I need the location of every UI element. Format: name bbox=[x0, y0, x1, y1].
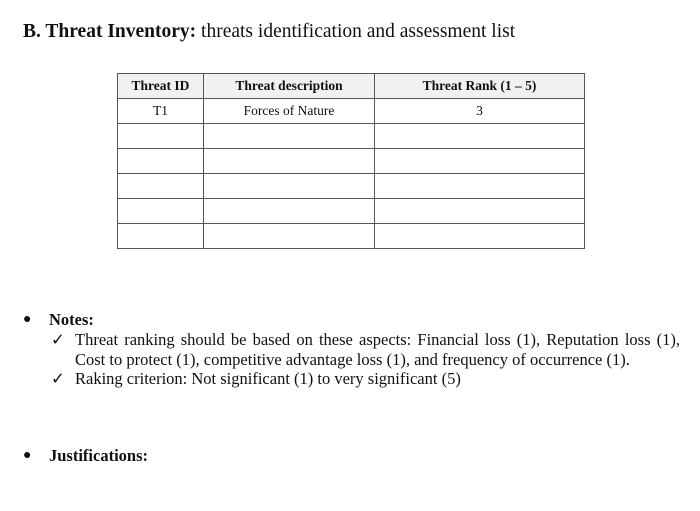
notes-bullet bbox=[20, 310, 680, 330]
table-row bbox=[118, 99, 585, 124]
bullet-dot-icon: ● bbox=[23, 448, 32, 463]
justifications-section bbox=[20, 446, 148, 466]
cell-threat-description bbox=[204, 224, 375, 249]
notes-label: Notes: bbox=[49, 310, 94, 329]
cell-threat-rank bbox=[375, 124, 585, 149]
cell-threat-rank: 3 bbox=[375, 99, 585, 124]
cell-threat-rank bbox=[375, 199, 585, 224]
table-row bbox=[118, 124, 585, 149]
threat-inventory-table bbox=[117, 73, 585, 249]
checkmark-icon: ✓ bbox=[51, 369, 65, 388]
table-row bbox=[118, 174, 585, 199]
table-row bbox=[118, 224, 585, 249]
section-heading bbox=[23, 21, 515, 43]
cell-threat-description bbox=[204, 199, 375, 224]
cell-threat-description bbox=[204, 124, 375, 149]
notes-item-text: Threat ranking should be based on these aspects: Financial loss (1), Reputation loss (1), Cost to protect (1), competitive advantage loss (1), and frequency of occurrence (1). bbox=[75, 330, 680, 369]
cell-threat-description bbox=[204, 149, 375, 174]
cell-threat-id bbox=[118, 224, 204, 249]
header-threat-id: Threat ID bbox=[118, 74, 204, 99]
notes-list bbox=[20, 330, 680, 389]
table-row bbox=[118, 149, 585, 174]
cell-threat-id bbox=[118, 149, 204, 174]
cell-threat-id bbox=[118, 174, 204, 199]
notes-item bbox=[49, 369, 680, 389]
notes-item bbox=[49, 330, 680, 369]
justifications-label: Justifications: bbox=[49, 446, 148, 465]
cell-threat-rank bbox=[375, 149, 585, 174]
justifications-bullet bbox=[20, 446, 148, 466]
header-threat-description: Threat description bbox=[204, 74, 375, 99]
bullet-dot-icon: ● bbox=[23, 312, 32, 327]
cell-threat-id bbox=[118, 199, 204, 224]
cell-threat-description: Forces of Nature bbox=[204, 99, 375, 124]
cell-threat-rank bbox=[375, 174, 585, 199]
notes-item-text: Raking criterion: Not significant (1) to very significant (5) bbox=[75, 369, 461, 388]
table-row bbox=[118, 199, 585, 224]
cell-threat-rank bbox=[375, 224, 585, 249]
section-heading-text: threats identification and assessment list bbox=[196, 21, 516, 42]
checkmark-icon: ✓ bbox=[51, 330, 65, 349]
table-header-row bbox=[118, 74, 585, 99]
section-heading-prefix: B. Threat Inventory: bbox=[23, 21, 197, 42]
cell-threat-id: T1 bbox=[118, 99, 204, 124]
header-threat-rank: Threat Rank (1 – 5) bbox=[375, 74, 585, 99]
cell-threat-id bbox=[118, 124, 204, 149]
cell-threat-description bbox=[204, 174, 375, 199]
notes-section bbox=[20, 310, 680, 389]
